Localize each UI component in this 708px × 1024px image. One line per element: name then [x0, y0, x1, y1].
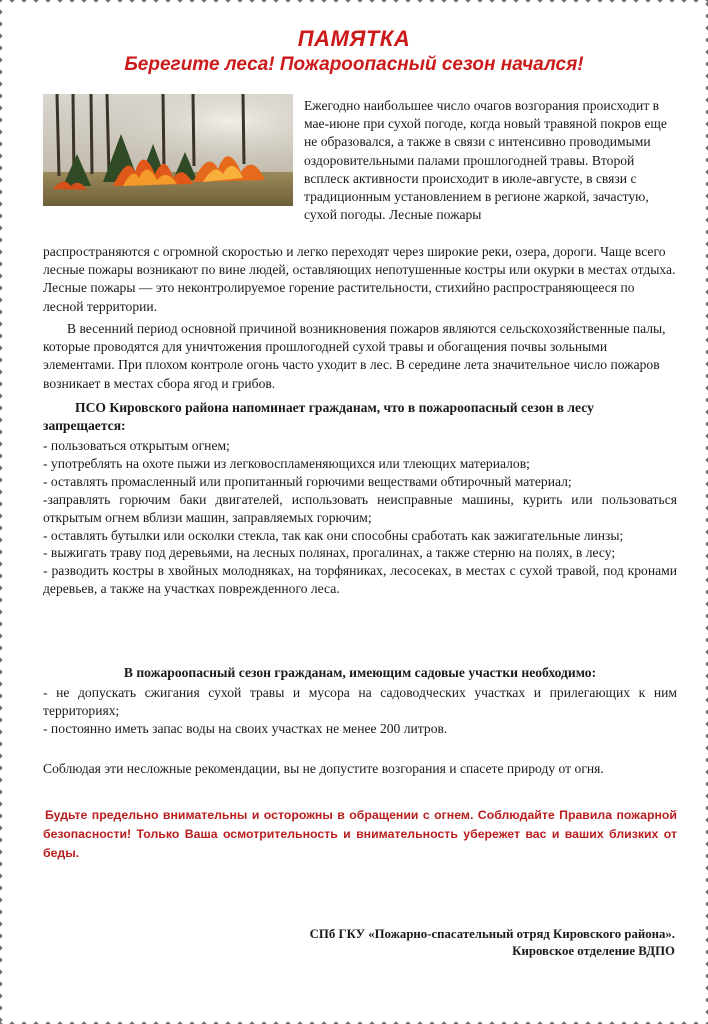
warning-text: Будьте предельно внимательны и осторожны в обращении с огнем. Соблюдайте Правила пожарной безопасности! Только Ваша осмотрительность и внимательность убережет вас и ваших близких от беды.: [43, 808, 677, 860]
list-item: - разводить костры в хвойных молодняках, на торфяниках, лесосеках, в местах с сухой травой, под кронами деревьев, а также на участках поврежденного леса.: [43, 563, 677, 597]
list-item: -заправлять горючим баки двигателей, использовать неисправные машины, курить или пользоваться открытым огнем вблизи машин, заправляемых горючим;: [43, 491, 677, 525]
decorative-border-right: [699, 0, 708, 1024]
list-item: - оставлять бутылки или осколки стекла, так как они способны сработать как зажигательные линзы;: [43, 527, 624, 543]
garden-heading: В пожароопасный сезон гражданам, имеющим садовые участки необходимо:: [123, 665, 597, 680]
list-item: - оставлять промасленный или пропитанный горючими веществами обтирочный материал;: [43, 473, 572, 489]
page-title: ПАМЯТКА: [297, 26, 411, 51]
decorative-border-left: [0, 0, 9, 1024]
list-item: - употреблять на охоте пыжи из легковоспламеняющихся или тлеющих материалов;: [43, 455, 530, 471]
page-subtitle: Берегите леса! Пожароопасный сезон начался!: [124, 54, 584, 75]
decorative-border-top: [0, 0, 708, 9]
signature-department: Кировское отделение ВДПО: [512, 944, 675, 958]
garden-list: [43, 684, 677, 739]
forest-fire-photo: [43, 94, 293, 206]
signature-organization: СПб ГКУ «Пожарно-спасательный отряд Кировского района».: [309, 927, 675, 941]
decorative-border-bottom: [0, 1015, 708, 1024]
list-item: - не допускать сжигания сухой травы и мусора на садоводческих участках и прилегающих к ним территориях;: [43, 685, 677, 719]
list-item: - пользоваться открытым огнем;: [43, 438, 230, 453]
list-item: - выжигать траву под деревьями, на лесных полянах, прогалинах, а также стерню на полях, в лесу;: [43, 545, 616, 561]
ban-list: [43, 437, 677, 598]
intro-paragraph: Ежегодно наибольшее число очагов возгорания происходит в мае-июне при сухой погоде, когда новый травяной покров еще не образовался, а также в связи с интенсивно проводимыми оздоровительными палами прошлогодней травы. Второй всплеск активности происходит в июле-августе, в связи с традиционным установлением в регионе жаркой, зачастую, сухой погоды. Лесные пожары: [304, 98, 667, 223]
ban-heading: ПСО Кировского района напоминает гражданам, что в пожароопасный сезон в лесу запрещается:: [43, 400, 594, 434]
intro-paragraph-continuation: распространяются с огромной скоростью и легко переходят через широкие реки, озера, дороги. Чаще всего лесные пожары возникают по вине людей, оставляющих непотушенные костры или окурки в местах отдыха. Лесные пожары — это неконтролируемое горение растительности, стихийно распространяющееся по лесной территории.: [43, 244, 676, 314]
spring-paragraph: В весенний период основной причиной возникновения пожаров являются сельскохозяйственные палы, которые проводятся для уничтожения прошлогодней сухой травы и обогащения почвы зольными элементами. При плохом контроле огонь часто уходит в лес. В середине лета значительное число пожаров возникает в местах сбора ягод и грибов.: [43, 321, 666, 391]
list-item: - постоянно иметь запас воды на своих участках не менее 200 литров.: [43, 721, 448, 737]
conclusion-paragraph: Соблюдая эти несложные рекомендации, вы не допустите возгорания и спасете природу от огня.: [43, 761, 604, 776]
